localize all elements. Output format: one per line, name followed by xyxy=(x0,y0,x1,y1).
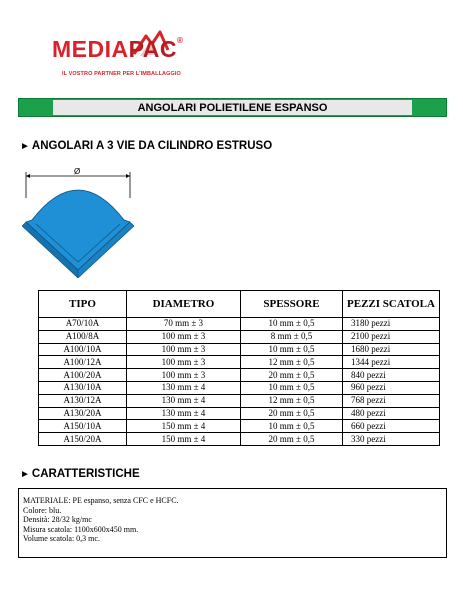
cell-spessore: 10 mm ± 0,5 xyxy=(241,318,343,331)
characteristic-line: MATERIALE: PE espanso, senza CFC e HCFC. xyxy=(23,496,179,505)
column-header-spessore: SPESSORE xyxy=(241,291,343,318)
column-header-diametro: DIAMETRO xyxy=(126,291,240,318)
cell-pezzi: 768 pezzi xyxy=(343,394,440,407)
cell-diametro: 100 mm ± 3 xyxy=(126,369,240,382)
triangle-bullet-icon: ► xyxy=(20,141,30,152)
characteristic-line: Colore: blu. xyxy=(23,505,62,515)
cell-diametro: 130 mm ± 4 xyxy=(126,407,240,420)
cell-diametro: 100 mm ± 3 xyxy=(126,356,240,369)
logo-registered-mark: ® xyxy=(176,36,184,45)
mediapac-logo xyxy=(52,34,212,82)
cell-tipo: A100/12A xyxy=(39,356,127,369)
cell-pezzi: 1344 pezzi xyxy=(343,356,440,369)
section-title-caratteristiche xyxy=(20,468,140,480)
cell-pezzi: 330 pezzi xyxy=(343,433,440,446)
corner-protector-body-icon xyxy=(26,190,130,270)
cell-tipo: A130/10A xyxy=(39,381,127,394)
cell-spessore: 10 mm ± 0,5 xyxy=(241,381,343,394)
cell-pezzi: 660 pezzi xyxy=(343,420,440,433)
table-header-row xyxy=(39,291,440,318)
cell-spessore: 10 mm ± 0,5 xyxy=(241,420,343,433)
cell-tipo: A100/10A xyxy=(39,343,127,356)
cell-tipo: A150/20A xyxy=(39,433,127,446)
cell-diametro: 150 mm ± 4 xyxy=(126,433,240,446)
cell-diametro: 100 mm ± 3 xyxy=(126,330,240,343)
section-title-text: ANGOLARI A 3 VIE DA CILINDRO ESTRUSO xyxy=(31,140,273,152)
table-row xyxy=(39,394,440,407)
cell-diametro: 150 mm ± 4 xyxy=(126,420,240,433)
cell-pezzi: 1680 pezzi xyxy=(343,343,440,356)
column-header-pezzi-scatola: PEZZI SCATOLA xyxy=(343,291,440,318)
cell-tipo: A150/10A xyxy=(39,420,127,433)
cell-pezzi: 2100 pezzi xyxy=(343,330,440,343)
cell-tipo: A130/12A xyxy=(39,394,127,407)
cell-spessore: 20 mm ± 0,5 xyxy=(241,369,343,382)
table-row xyxy=(39,433,440,446)
section-title-angolari xyxy=(20,140,272,152)
table-row xyxy=(39,407,440,420)
cell-spessore: 20 mm ± 0,5 xyxy=(241,433,343,446)
table-row xyxy=(39,420,440,433)
cell-spessore: 20 mm ± 0,5 xyxy=(241,407,343,420)
characteristic-line: Misura scatola: 1100x600x450 mm. xyxy=(23,524,139,534)
logo-word-right: PAC xyxy=(128,36,177,62)
specs-table xyxy=(38,290,440,446)
cell-spessore: 10 mm ± 0,5 xyxy=(241,343,343,356)
table-row xyxy=(39,356,440,369)
table-row xyxy=(39,381,440,394)
cell-diametro: 70 mm ± 3 xyxy=(126,318,240,331)
table-row xyxy=(39,330,440,343)
table-row xyxy=(39,343,440,356)
cell-diametro: 130 mm ± 4 xyxy=(126,381,240,394)
logo-word-left: MEDIA xyxy=(52,36,129,62)
table-row xyxy=(39,318,440,331)
column-header-tipo: TIPO xyxy=(39,291,127,318)
cell-pezzi: 960 pezzi xyxy=(343,381,440,394)
cell-spessore: 8 mm ± 0,5 xyxy=(241,330,343,343)
cell-diametro: 130 mm ± 4 xyxy=(126,394,240,407)
cell-spessore: 12 mm ± 0,5 xyxy=(241,394,343,407)
diameter-label: Ø xyxy=(74,168,81,176)
cell-diametro: 100 mm ± 3 xyxy=(126,343,240,356)
table-row xyxy=(39,369,440,382)
cell-pezzi: 840 pezzi xyxy=(343,369,440,382)
title-banner xyxy=(18,98,447,117)
cell-pezzi: 480 pezzi xyxy=(343,407,440,420)
cell-tipo: A70/10A xyxy=(39,318,127,331)
cell-tipo: A130/20A xyxy=(39,407,127,420)
banner-title: ANGOLARI POLIETILENE ESPANSO xyxy=(53,100,412,115)
characteristic-line: Densità: 28/32 kg/mc xyxy=(23,515,92,525)
section-title-text: CARATTERISTICHE xyxy=(31,468,140,480)
characteristics-box xyxy=(18,488,447,558)
logo-tagline: IL VOSTRO PARTNER PER L'IMBALLAGGIO xyxy=(62,71,181,77)
characteristic-line: Volume scatola: 0,3 mc. xyxy=(23,534,100,544)
cell-tipo: A100/20A xyxy=(39,369,127,382)
corner-protector-drawing xyxy=(22,168,140,278)
cell-pezzi: 3180 pezzi xyxy=(343,318,440,331)
cell-tipo: A100/8A xyxy=(39,330,127,343)
logo-wordmark xyxy=(52,36,183,63)
triangle-bullet-icon: ► xyxy=(20,469,30,480)
cell-spessore: 12 mm ± 0,5 xyxy=(241,356,343,369)
